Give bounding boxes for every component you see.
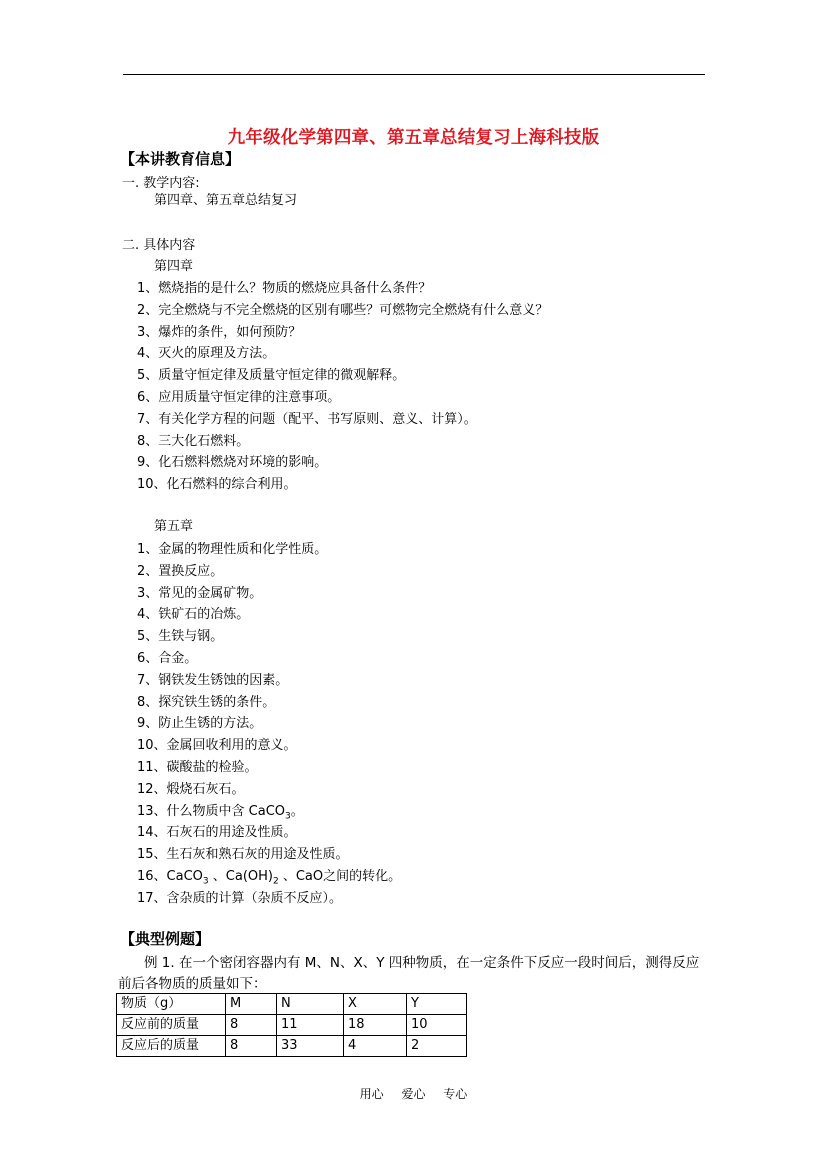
list-item: [137, 803, 401, 825]
page-footer: 用心 爱心 专心: [359, 1087, 468, 1101]
list-item: 6、合金。: [137, 650, 198, 666]
table-cell: 8: [226, 1015, 277, 1036]
list-item: 12、煅烧石灰石。: [137, 781, 245, 797]
table-cell: M: [226, 994, 277, 1015]
list-item: 2、置换反应。: [137, 563, 224, 579]
item16-text: 、CaO之间的转化。: [278, 868, 402, 884]
subscript: 3: [285, 811, 291, 822]
item16-text: 、Ca(OH): [208, 868, 273, 884]
item13-text: 13、什么物质中含 CaCO: [137, 803, 286, 819]
table-header-row: [117, 994, 467, 1015]
table-cell: N: [277, 994, 344, 1015]
example-1-body: 例 1. 在一个密闭容器内有 M、N、X、Y 四种物质，在一定条件下反应一段时间后，测得反应前后各物质的质量如下：: [118, 955, 700, 992]
table-cell: 18: [344, 1015, 407, 1036]
table-cell: 反应后的质量: [117, 1036, 226, 1057]
table-cell: Y: [407, 994, 467, 1015]
chapter4-heading: 第四章: [154, 259, 194, 274]
list-item: 15、生石灰和熟石灰的用途及性质。: [137, 847, 349, 863]
list-item: 5、质量守恒定律及质量守恒定律的微观解释。: [137, 368, 406, 384]
chapter5-list: [137, 541, 401, 912]
table-cell: X: [344, 994, 407, 1015]
list-item: 7、有关化学方程的问题（配平、书写原则、意义、计算）。: [137, 411, 477, 427]
specific-label: 二. 具体内容: [122, 238, 196, 253]
document-title: 九年级化学第四章、第五章总结复习上海科技版: [227, 128, 600, 148]
list-item: 8、探究铁生锈的条件。: [137, 694, 276, 710]
section-heading-examples: 【典型例题】: [120, 930, 211, 948]
table-cell: 2: [407, 1036, 467, 1057]
list-item: 14、石灰石的用途及性质。: [137, 825, 297, 841]
list-item: 7、钢铁发生锈蚀的因素。: [137, 672, 289, 688]
list-item: 3、爆炸的条件，如何预防？: [137, 324, 302, 340]
item16-text: 16、CaCO: [137, 868, 203, 884]
table-cell: 10: [407, 1015, 467, 1036]
table-cell: 4: [344, 1036, 407, 1057]
table-row: [117, 1036, 467, 1057]
example-1-text: [118, 953, 710, 995]
item13-suffix: 。: [290, 803, 304, 819]
list-item: 5、生铁与钢。: [137, 629, 224, 645]
header-rule: [123, 74, 705, 75]
chapter5-heading: 第五章: [154, 519, 194, 534]
chapter4-list: [137, 280, 548, 498]
table-cell: 8: [226, 1036, 277, 1057]
mass-table: [116, 993, 467, 1057]
table-cell: 11: [277, 1015, 344, 1036]
list-item: 8、三大化石燃料。: [137, 433, 250, 449]
list-item: 10、化石燃料的综合利用。: [137, 477, 297, 493]
list-item: 9、化石燃料燃烧对环境的影响。: [137, 455, 328, 471]
list-item: [137, 868, 401, 890]
list-item: 11、碳酸盐的检验。: [137, 759, 258, 775]
section-heading-info: 【本讲教育信息】: [120, 150, 241, 168]
table-cell: 33: [277, 1036, 344, 1057]
table-cell: 反应前的质量: [117, 1015, 226, 1036]
list-item: 3、常见的金属矿物。: [137, 585, 263, 601]
list-item: 10、金属回收利用的意义。: [137, 738, 297, 754]
list-item: 6、应用质量守恒定律的注意事项。: [137, 389, 341, 405]
list-item: 2、完全燃烧与不完全燃烧的区别有哪些？可燃物完全燃烧有什么意义？: [137, 302, 549, 318]
list-item: 1、燃烧指的是什么？物质的燃烧应具备什么条件？: [137, 281, 432, 296]
table-row: [117, 1015, 467, 1036]
list-item: 1、金属的物理性质和化学性质。: [137, 542, 328, 557]
teach-content: 第四章、第五章总结复习: [154, 193, 298, 208]
list-item: 4、铁矿石的冶炼。: [137, 607, 250, 623]
table-cell: 物质（g）: [117, 994, 226, 1015]
subscript: 3: [202, 876, 209, 887]
list-item: 4、灭火的原理及方法。: [137, 346, 276, 362]
list-item: 17、含杂质的计算（杂质不反应）。: [137, 890, 343, 906]
list-item: 9、防止生锈的方法。: [137, 716, 263, 732]
subscript: 2: [272, 876, 279, 887]
teach-label: 一. 教学内容:: [122, 176, 200, 191]
